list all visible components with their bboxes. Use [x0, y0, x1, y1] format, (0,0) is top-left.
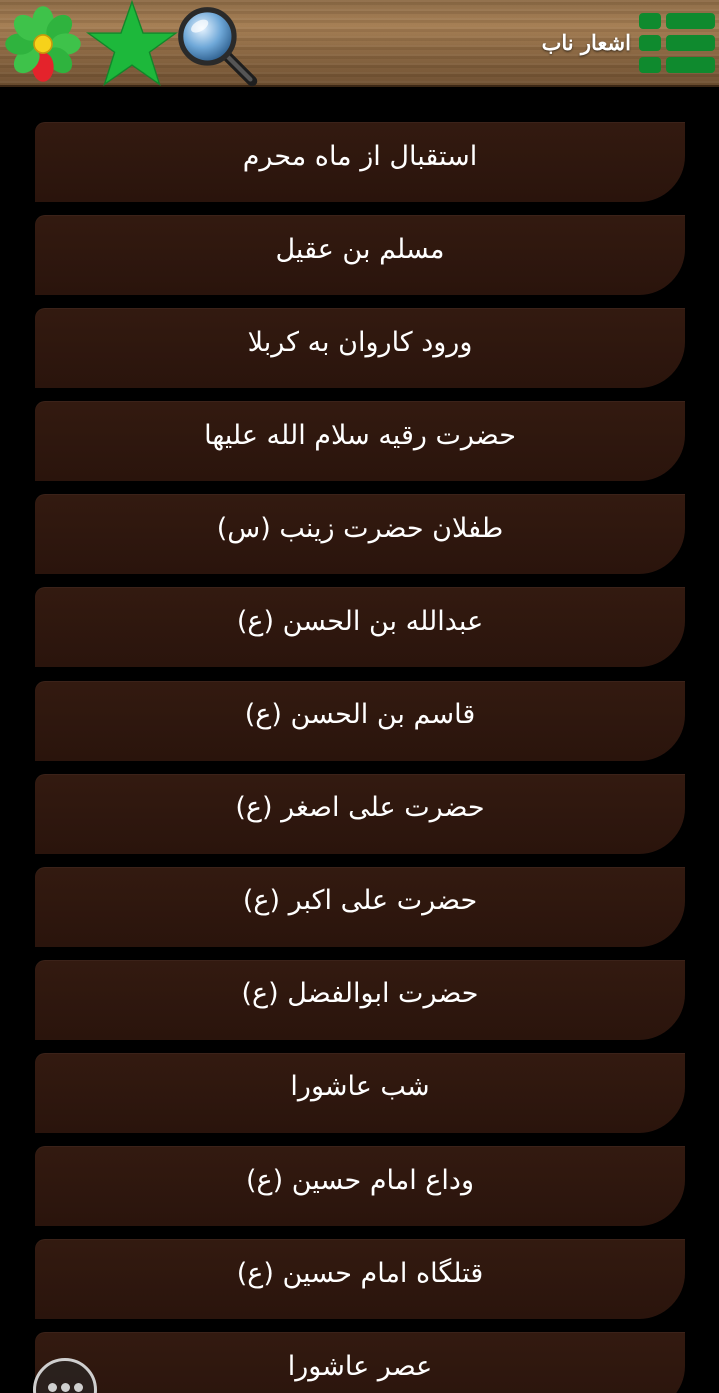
list-item-label: مسلم بن عقیل	[275, 233, 445, 265]
list-item[interactable]	[35, 1146, 685, 1226]
list-item-label: حضرت ابوالفضل (ع)	[241, 978, 479, 1010]
list-item[interactable]	[35, 587, 685, 667]
list-item[interactable]	[35, 867, 685, 947]
list-item-label: شب عاشورا	[290, 1071, 430, 1103]
list-item-label: حضرت علی اصغر (ع)	[235, 792, 485, 824]
list-item[interactable]	[35, 1239, 685, 1319]
flower-icon[interactable]	[2, 3, 84, 85]
category-list	[35, 122, 685, 1393]
grid-menu-icon[interactable]	[639, 13, 715, 73]
header-bar	[0, 0, 719, 87]
list-item[interactable]	[35, 960, 685, 1040]
magnifier-icon[interactable]	[172, 2, 260, 88]
list-item-label: قتلگاه امام حسین (ع)	[236, 1257, 484, 1289]
app-title: اشعار ناب	[541, 30, 631, 55]
list-item[interactable]	[35, 1053, 685, 1133]
list-item[interactable]	[35, 401, 685, 481]
list-item[interactable]	[35, 1332, 685, 1393]
list-item-label: وداع امام حسین (ع)	[246, 1164, 474, 1196]
list-item-label: طفلان حضرت زینب (س)	[216, 512, 504, 544]
list-item[interactable]	[35, 681, 685, 761]
list-item-label: عصر عاشورا	[287, 1350, 433, 1382]
list-item-label: حضرت علی اکبر (ع)	[242, 885, 478, 917]
list-item-label: عبدالله بن الحسن (ع)	[236, 605, 484, 637]
list-item[interactable]	[35, 215, 685, 295]
list-item[interactable]	[35, 494, 685, 574]
list-item-label: ورود کاروان به کربلا	[247, 326, 473, 358]
list-item-label: قاسم بن الحسن (ع)	[244, 699, 476, 731]
list-item[interactable]	[35, 308, 685, 388]
list-item[interactable]	[35, 122, 685, 202]
list-item[interactable]	[35, 774, 685, 854]
list-item-label: استقبال از ماه محرم	[242, 140, 478, 172]
star-icon[interactable]	[86, 0, 178, 88]
list-item-label: حضرت رقیه سلام الله علیها	[204, 419, 516, 451]
